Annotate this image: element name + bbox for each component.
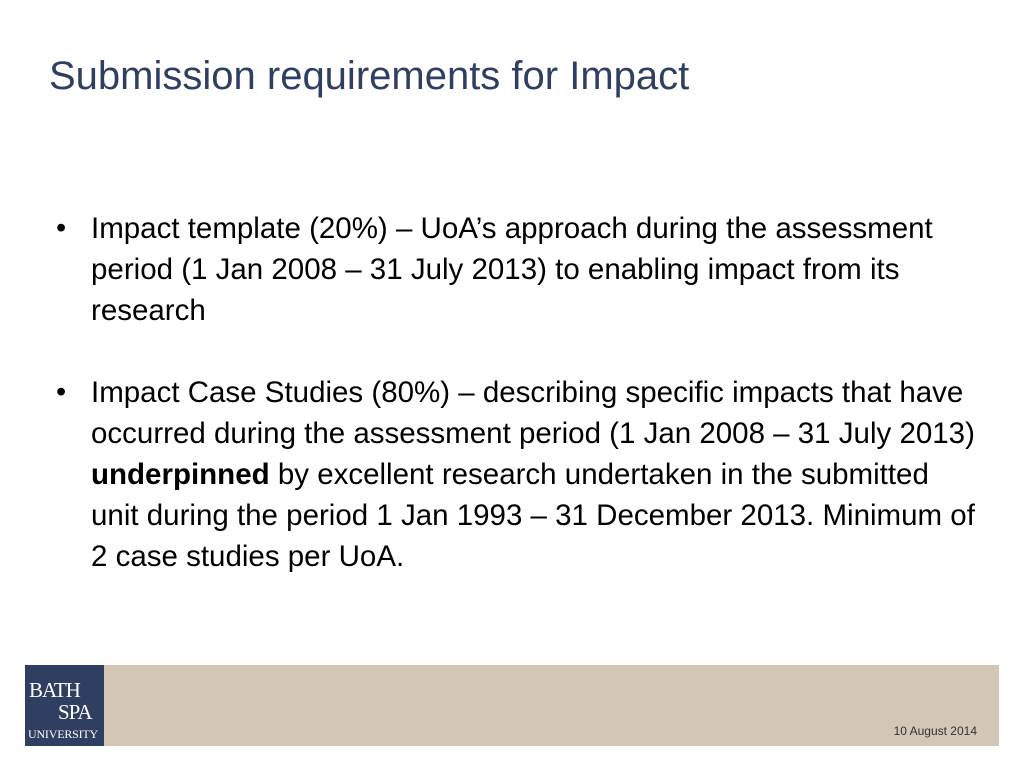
footer-bar (25, 665, 999, 746)
bullet-text: Impact template (20%) – UoA’s approach during the assessment period (1 Jan 2008 – 31 July 2013) to enabling impact from its research (91, 212, 933, 327)
logo-text-bath: BATH (29, 678, 80, 702)
footer-date: 10 August 2014 (893, 724, 977, 738)
bullet-impact-case-studies (56, 372, 976, 577)
bullet-emphasis: underpinned (91, 458, 270, 491)
bullet-text-part: Impact Case Studies (80%) – describing specific impacts that have occurred during the assessment period (1 Jan 2008 – 31 July 2013) (91, 376, 975, 450)
bullet-marker: • (56, 212, 67, 244)
bullet-text-part: by excellent research undertaken in the submitted unit during the period 1 Jan 1993 – 31 December 2013. Minimum of 2 case studies per UoA. (91, 458, 975, 573)
logo-text-university: UNIVERSITY (28, 727, 98, 741)
slide-title: Submission requirements for Impact (49, 54, 690, 98)
bullet-marker: • (56, 376, 67, 408)
bath-spa-university-logo (25, 665, 104, 746)
bullet-list (56, 208, 976, 577)
bullet-impact-template (56, 208, 976, 331)
logo-text-spa: SPA (58, 700, 92, 724)
